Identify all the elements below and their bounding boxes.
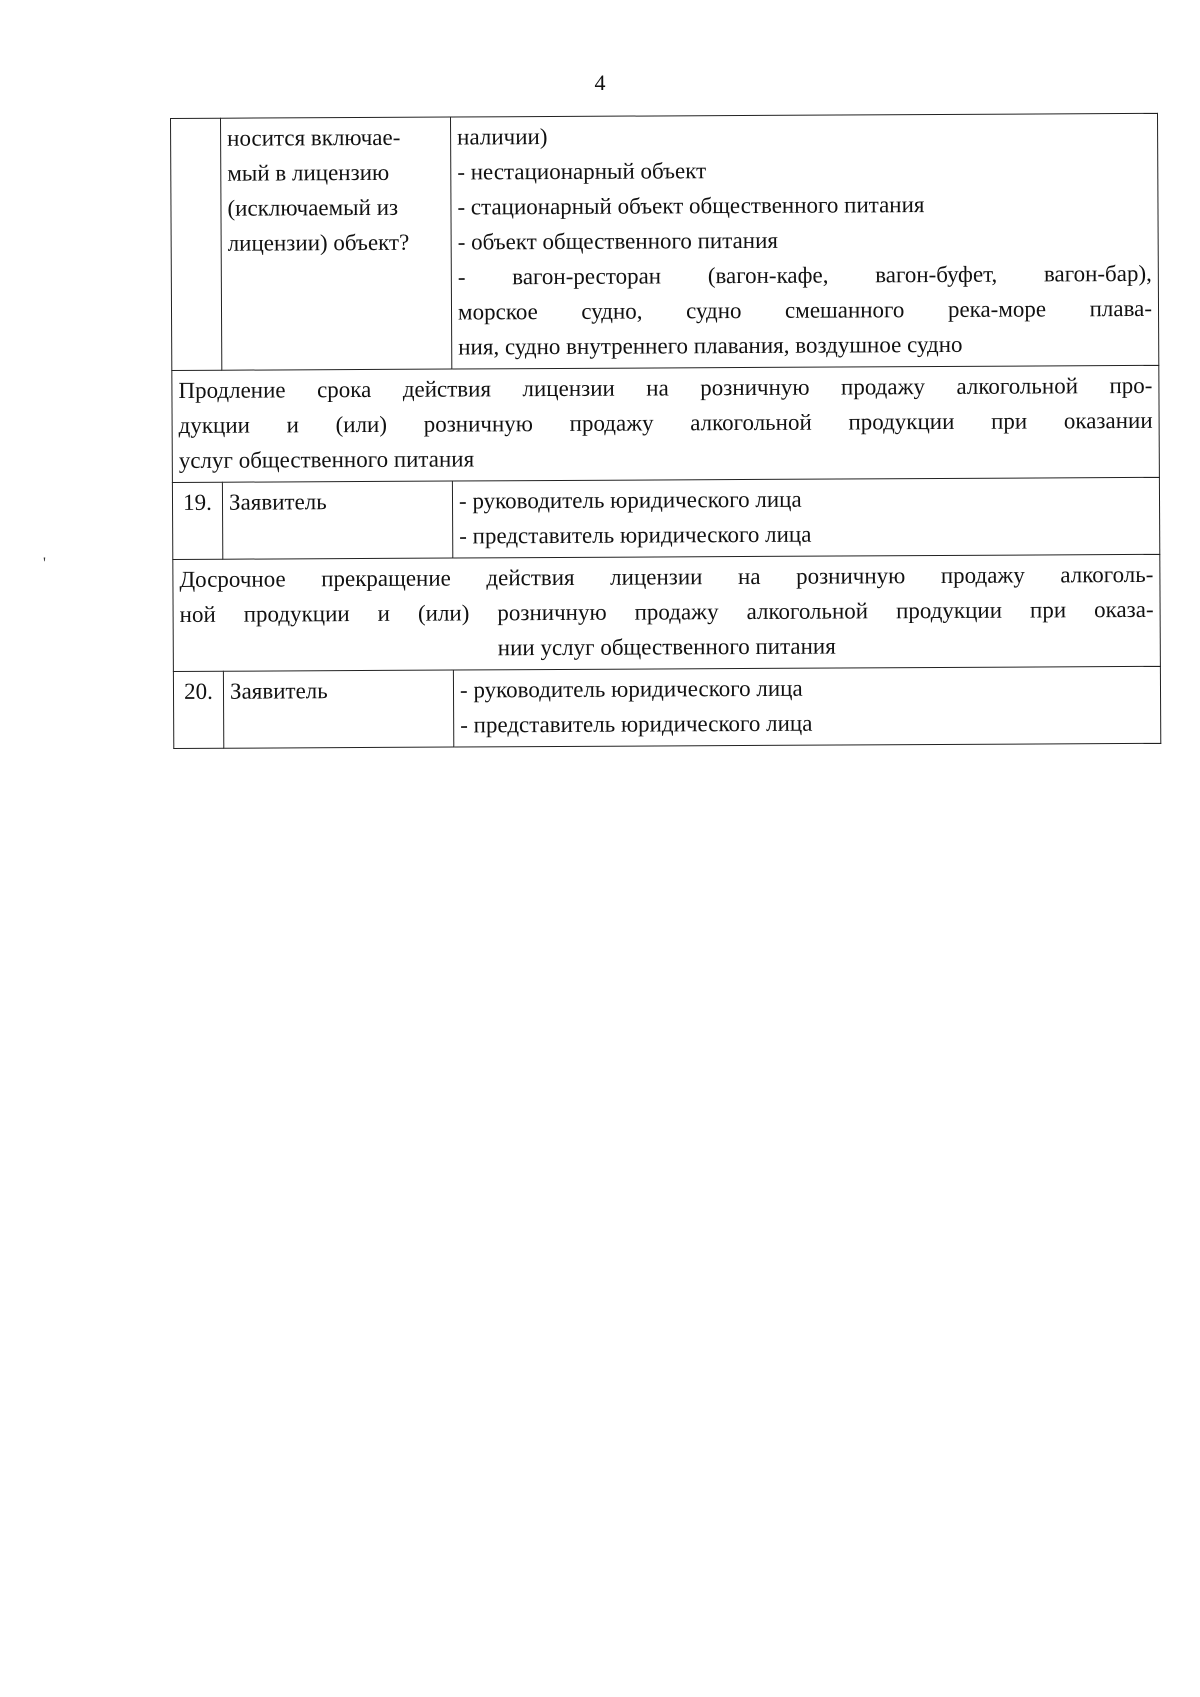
scan-mark: ' [43,555,46,572]
section-header-termination [173,554,1161,671]
answer-line: морское судно, судно смешанного река-море плава- [457,295,1153,325]
answer-line: - представитель юридического лица [460,710,813,738]
section-line: ной продукции и (или) розничную продажу алкогольной продукции при оказа- [179,596,1154,627]
answer-options-cell [450,113,1158,369]
question-cell [221,117,452,370]
question-line: мый в лицензию [227,159,390,186]
section-line: Досрочное прекращение действия лицензии на розничную продажу алкоголь- [179,561,1154,592]
answer-line: - вагон-ресторан (вагон-кафе, вагон-буфет, вагон-бар), [457,260,1152,290]
questionnaire-table [170,113,1161,749]
page-number: 4 [594,70,606,95]
answer-line: ния, судно внутреннего плавания, воздушное судно [458,331,963,360]
number-cell-empty [171,118,222,370]
row-number: 20. [173,671,223,748]
table-row-20 [173,666,1160,748]
answer-line: - стационарный объект общественного питания [457,192,925,220]
answer-line: - объект общественного питания [457,227,779,255]
table-row-continuation [171,113,1159,370]
section-line: дукции и (или) розничную продажу алкогольной продукции при оказании [178,407,1153,438]
row-number: 19. [172,482,222,559]
question-line: (исключаемый из [227,194,399,221]
table-row-19 [172,477,1159,559]
row-label: Заявитель [222,481,452,559]
section-line: нии услуг общественного питания [497,633,836,661]
answer-line: наличии) [457,124,548,150]
answer-line: - нестационарный объект [457,158,707,185]
question-line: лицензии) объект? [227,229,410,256]
section-line: Продление срока действия лицензии на розничную продажу алкогольной про- [178,372,1153,403]
question-line: носится включае- [227,124,401,151]
answer-line: - руководитель юридического лица [459,675,803,703]
section-header-renewal [172,365,1160,482]
section-heading [173,554,1161,671]
answer-options-cell [452,477,1159,558]
row-label: Заявитель [223,670,453,748]
answer-options-cell [453,666,1160,747]
section-line: услуг общественного питания [178,446,475,473]
section-heading [172,365,1160,482]
answer-line: - представитель юридического лица [459,521,812,549]
answer-line: - руководитель юридического лица [458,486,802,514]
